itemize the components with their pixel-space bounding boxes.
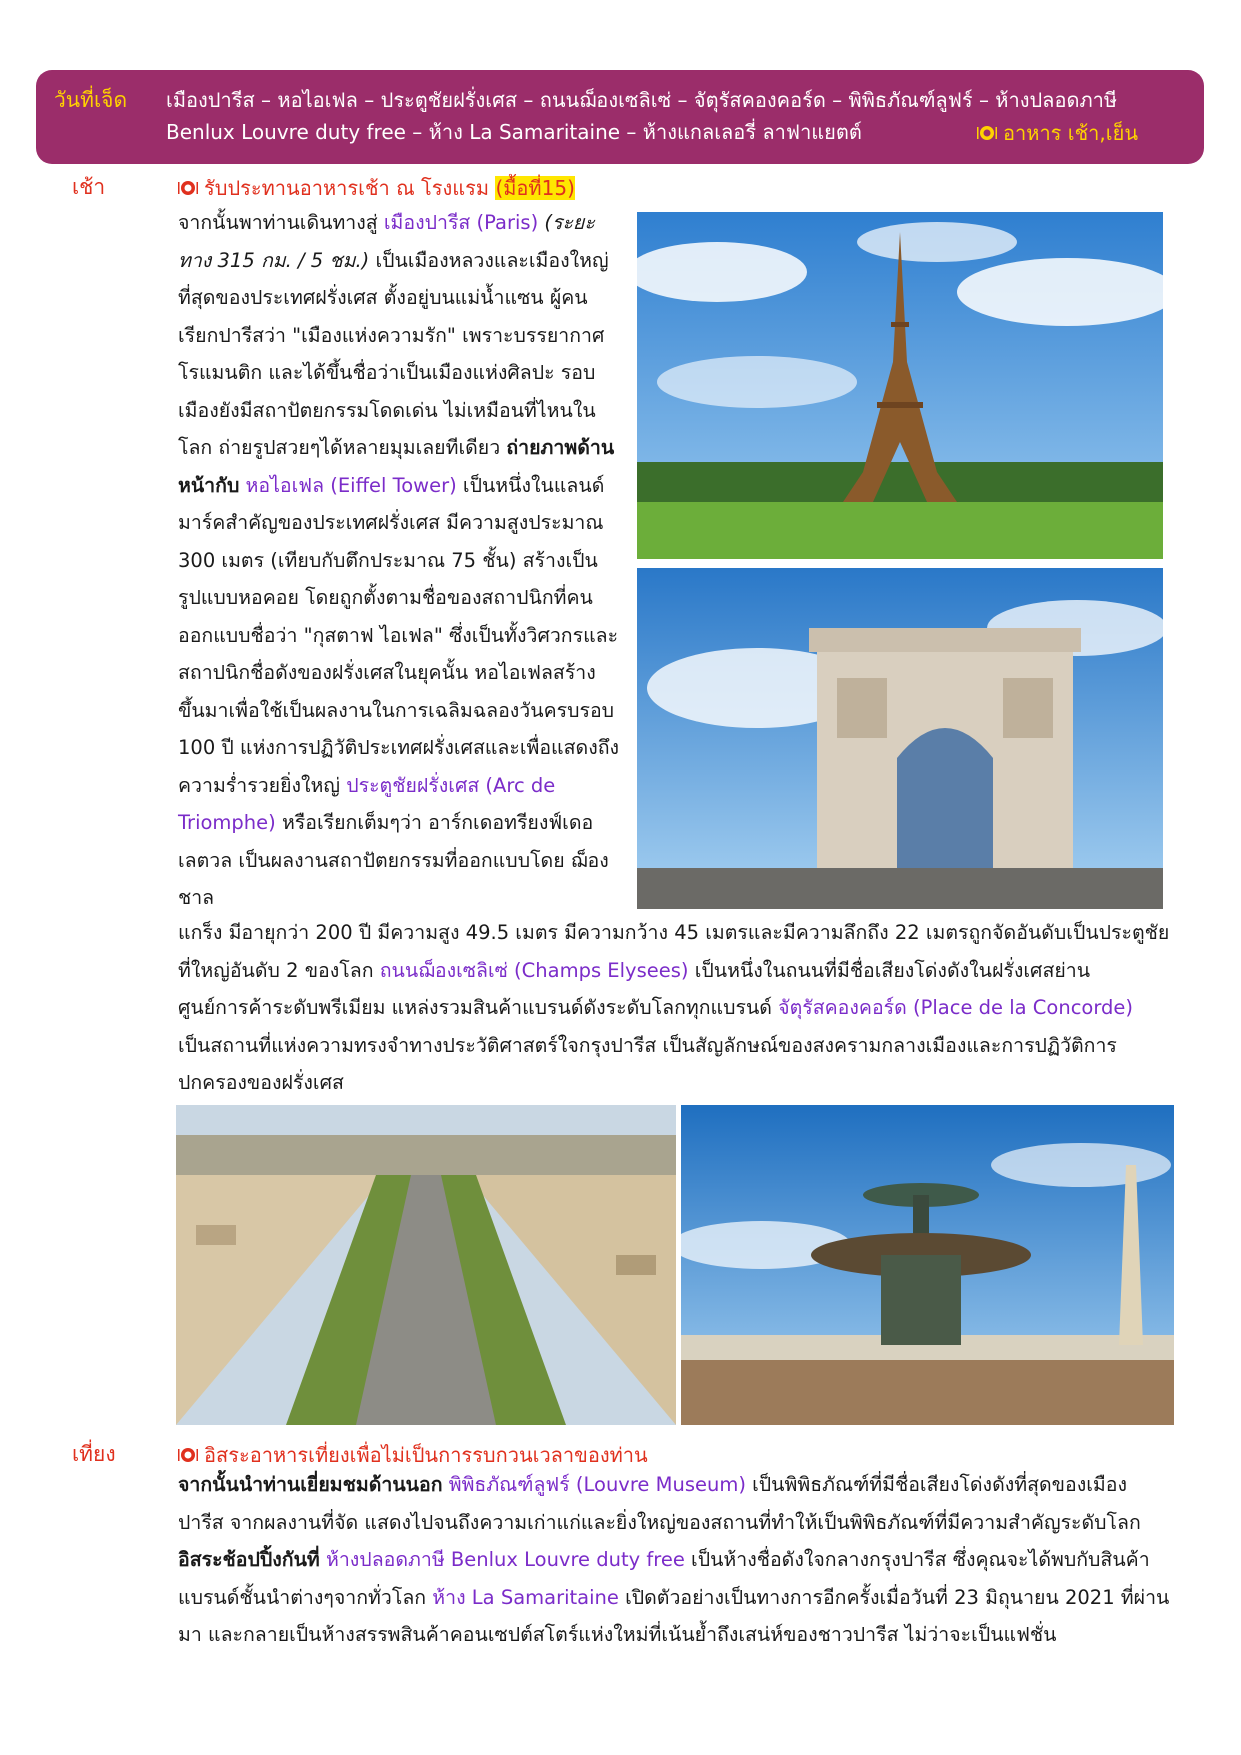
day-label: วันที่เจ็ด: [54, 88, 128, 112]
meal-icon: [977, 123, 997, 143]
noon-paragraph: [178, 1466, 1170, 1654]
time-label-noon: เที่ยง: [72, 1442, 116, 1466]
bold-photo-stop: ถ่ายภาพด้านหน้ากับ: [178, 436, 615, 497]
link-paris[interactable]: เมืองปารีส (Paris): [383, 211, 539, 234]
text-run: แกร็ง มีอายุกว่า 200 ปี มีความสูง 49.5 เมตร มีความกว้าง 45 เมตรและมีความลึกถึง 22 เมตรถูกจัดอันดับเป็นประตูชัยที่ใหญ่อันดับ 2 ของโลก: [178, 921, 1170, 982]
text-run: เป็นเมืองหลวงและเมืองใหญ่ที่สุดของประเทศฝรั่งเศส ตั้งอยู่บนแม่น้ำแซน ผู้คนเรียกปารีสว่า "เมืองแห่งความรัก" เพราะบรรยากาศโรแมนติก และได้ขึ้นชื่อว่าเป็นเมืองแห่งศิลปะ รอบเมืองยังมีสถาปัตยกรรมโดดเด่น ไม่เหมือนที่ไหนในโลก ถ่ายรูปสวยๆได้หลายมุมเลยทีเดียว: [178, 248, 609, 459]
text-run: หรือเรียกเต็มๆว่า อาร์กเดอทรียงฟ์เดอเลตวล เป็นผลงานสถาปัตยกรรมที่ออกแบบโดย ฌ็อง ชาล: [178, 811, 609, 909]
text-run: เปิดตัวอย่างเป็นทางการอีกครั้งเมื่อวันที่ 23 มิถุนายน 2021 ที่ผ่านมา และกลายเป็นห้างสรรพสินค้าคอนเซปต์สโตร์แห่งใหม่ที่เน้นย้ำถึงเสน่ห์ของชาวปารีส ไม่ว่าจะเป็นแฟชั่น: [178, 1585, 1170, 1646]
meal-icon: [178, 178, 198, 198]
link-place-de-la-concorde[interactable]: จัตุรัสคองคอร์ด (Place de la Concorde): [778, 996, 1134, 1019]
bold-shopping: อิสระช้อปปิ้งกันที่: [178, 1548, 320, 1571]
link-champs-elysees[interactable]: ถนนฌ็องเซลิเซ่ (Champs Elysees): [379, 958, 689, 982]
text-run: เป็นหนึ่งในแลนด์มาร์คสำคัญของประเทศฝรั่งเศส มีความสูงประมาณ 300 เมตร (เทียบกับตึกประมาณ 75 ชั้น) สร้างเป็นรูปแบบหอคอย โดยถูกตั้งตามชื่อของสถาปนิกที่คนออกแบบชื่อว่า "กุสตาฟ ไอเฟล" ซึ่งเป็นทั้งวิศวกรและสถาปนิกชื่อดังของฝรั่งเศสในยุคนั้น หอไอเฟลสร้างขึ้นมาเพื่อใช้เป็นผลงานในการเฉลิมฉลองวันครบรอบ 100 ปี แห่งการปฏิวัติประเทศฝรั่งเศสและเพื่อแสดงถึงความร่ำรวยยิ่งใหญ่: [178, 473, 620, 797]
meal-count-badge: (มื้อที่15): [495, 176, 575, 200]
link-benlux-louvre[interactable]: ห้างปลอดภาษี Benlux Louvre duty free: [325, 1548, 685, 1571]
text-run: เป็นหนึ่งในถนนที่มีชื่อเสียงโด่งดังในฝรั่งเศสย่านศูนย์การค้าระดับพรีเมียม แหล่งรวมสินค้าแบรนด์ดังระดับโลกทุกแบรนด์: [178, 958, 1091, 1019]
place-de-la-concorde-photo: [681, 1105, 1174, 1425]
meals-text: อาหาร เช้า,เย็น: [1003, 121, 1138, 145]
link-arc-de-triomphe[interactable]: ประตูชัยฝรั่งเศส (Arc de Triomphe): [178, 773, 556, 834]
text-run: เป็นพิพิธภัณฑ์ที่มีชื่อเสียงโด่งดังที่สุดของเมืองปารีส จากผลงานที่จัด แสดงไปจนถึงความเก่าแก่และยิ่งใหญ่ของสถานที่ทำให้เป็นพิพิธภัณฑ์ที่มีความสำคัญระดับโลก: [178, 1473, 1141, 1534]
distance-note: (ระยะทาง 315 กม. / 5 ชม.): [178, 211, 595, 272]
eiffel-tower-photo: [637, 212, 1163, 559]
morning-paragraph-2: [178, 914, 1170, 1102]
champs-elysees-photo: [176, 1105, 676, 1425]
link-la-samaritaine[interactable]: ห้าง La Samaritaine: [432, 1585, 619, 1609]
meal-icon: [178, 1445, 198, 1465]
meals-badge: [977, 117, 1138, 149]
text-run: เป็นสถานที่แห่งความทรงจำทางประวัติศาสตร์ใจกรุงปารีส เป็นสัญลักษณ์ของสงครามกลางเมืองและการปฏิวัติการปกครองของฝรั่งเศส: [178, 1033, 1117, 1094]
route-line-1: เมืองปารีส – หอไอเฟล – ประตูชัยฝรั่งเศส – ถนนฌ็องเซลิเซ่ – จัตุรัสคองคอร์ด – พิพิธภัณฑ์ลูฟร์ – ห้างปลอดภาษี: [166, 88, 1118, 112]
noon-meal-text: อิสระอาหารเที่ยงเพื่อไม่เป็นการรบกวนเวลาของท่าน: [204, 1443, 648, 1467]
text-run: เป็นห้างชื่อดังใจกลางกรุงปารีส ซึ่งคุณจะได้พบกับสินค้าแบรนด์ชั้นนำต่างๆจากทั่วโลก: [178, 1548, 1150, 1609]
route-line-2: Benlux Louvre duty free – ห้าง La Samaritaine – ห้างแกลเลอรี่ ลาฟาแยตต์: [166, 120, 862, 144]
arc-de-triomphe-photo: [637, 568, 1163, 909]
day-header: [36, 70, 1204, 164]
bold-visit: จากนั้นนำท่านเยี่ยมชมด้านนอก: [178, 1473, 443, 1496]
morning-meal-text: รับประทานอาหารเช้า ณ โรงแรม: [204, 176, 490, 200]
text-run: จากนั้นพาท่านเดินทางสู่: [178, 211, 384, 234]
link-eiffel-tower[interactable]: หอไอเฟล (Eiffel Tower): [245, 473, 457, 497]
morning-meal-line: [178, 172, 575, 204]
link-louvre-museum[interactable]: พิพิธภัณฑ์ลูฟร์ (Louvre Museum): [448, 1473, 746, 1496]
time-label-morning: เช้า: [72, 175, 106, 199]
morning-paragraph-1: [178, 204, 620, 917]
